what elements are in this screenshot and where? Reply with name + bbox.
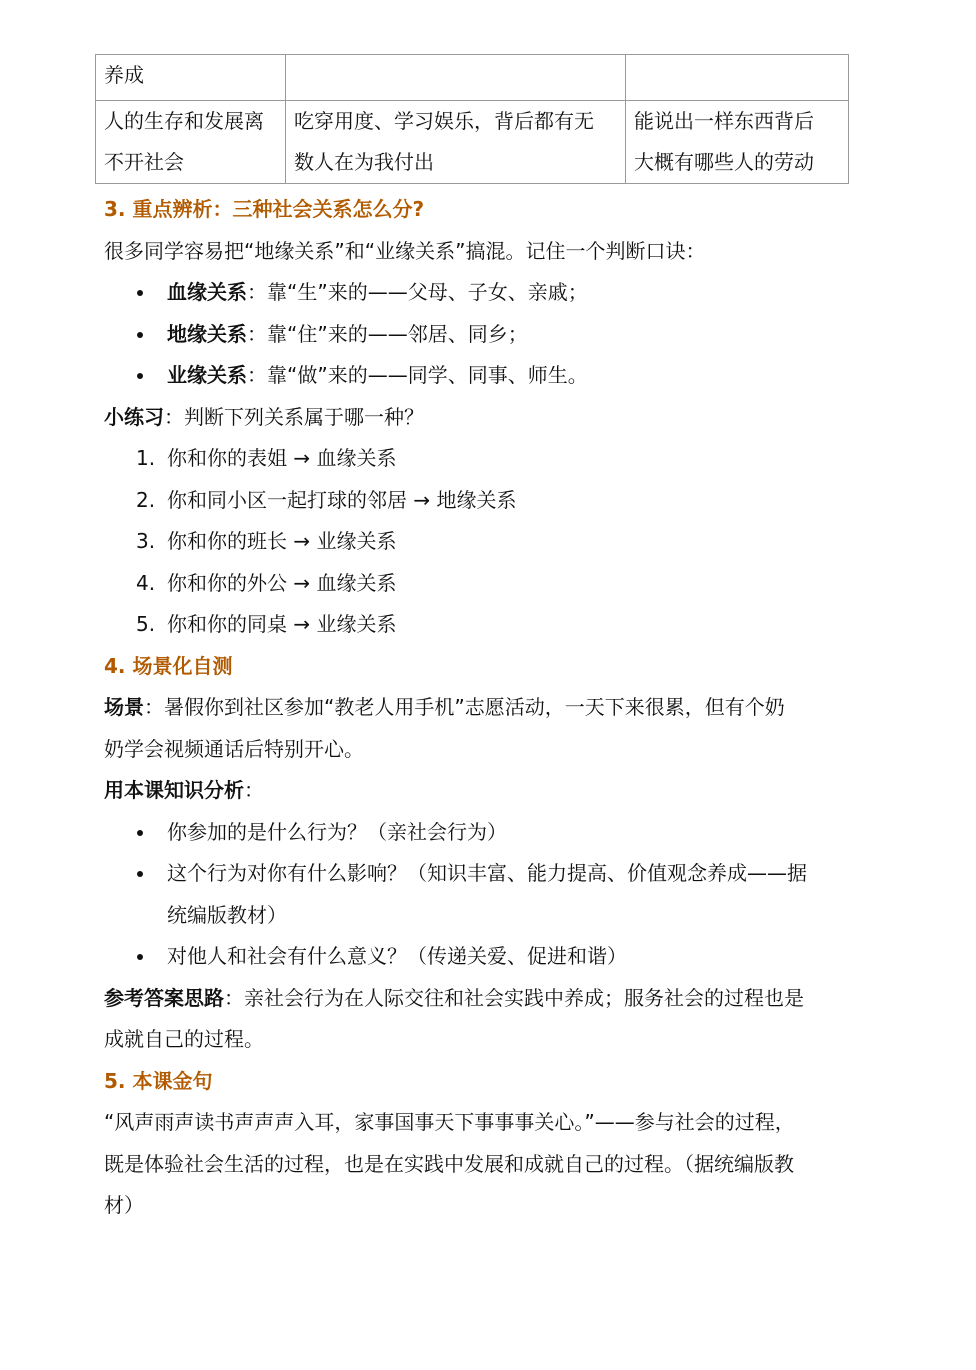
bullet-icon [137, 373, 143, 379]
table-row [96, 55, 849, 101]
item-text: 你和你的班长 → 业缘关系 [167, 529, 397, 553]
answer-text: ：亲社会行为在人际交往和社会实践中养成；服务社会的过程也是 [224, 985, 804, 1010]
table-cell [626, 101, 849, 184]
term: 业缘关系 [167, 363, 247, 387]
list-item [104, 853, 844, 936]
term: 血缘关系 [167, 280, 247, 304]
item-text: 你和同小区一起打球的邻居 → 地缘关系 [167, 487, 517, 512]
bullet-icon [137, 290, 143, 296]
practice-label: 小练习 [104, 404, 164, 429]
item-number: 2. [136, 487, 156, 512]
quote-line: 材） [104, 1193, 144, 1217]
cell-line: 不开社会 [104, 150, 184, 174]
cell-line: 能说出一样东西背后 [634, 109, 814, 133]
section-heading: 4. 场景化自测 [104, 653, 233, 678]
section-heading: 5. 本课金句 [104, 1068, 213, 1093]
table-cell [626, 55, 849, 101]
analysis-label: 用本课知识分析 [104, 778, 244, 802]
bullet-icon [137, 871, 143, 877]
bullet-list [104, 272, 844, 397]
cell-line: 人的生存和发展离 [104, 109, 264, 133]
main-content [104, 189, 844, 1227]
answer-label: 参考答案思路 [104, 985, 224, 1010]
item-text: ：靠“生”来的——父母、子女、亲戚； [247, 280, 588, 304]
list-item [104, 936, 844, 978]
scene-line: 奶学会视频通话后特别开心。 [104, 736, 364, 761]
practice-text: ：判断下列关系属于哪一种？ [164, 404, 424, 429]
answer-line [104, 978, 844, 1020]
paragraph: 很多同学容易把“地缘关系”和“业缘关系”搞混。记住一个判断口诀： [104, 238, 706, 263]
item-number: 4. [136, 570, 156, 595]
table-row [96, 101, 849, 184]
numbered-list [104, 438, 844, 646]
table-cell [96, 101, 286, 184]
list-item [104, 480, 844, 522]
quote-line: “风声雨声读书声声声入耳，家事国事天下事事事关心。”——参与社会的过程， [104, 1110, 795, 1134]
table-cell: 养成 [96, 55, 286, 101]
section-heading: 3. 重点辨析：三种社会关系怎么分? [104, 197, 425, 221]
cell-line: 吃穿用度、学习娱乐，背后都有无 [294, 109, 594, 133]
summary-table [95, 54, 849, 184]
list-item [104, 812, 844, 854]
list-item [104, 438, 844, 480]
list-item [104, 314, 844, 356]
bullet-icon [137, 954, 143, 960]
item-text: 你和你的外公 → 血缘关系 [167, 570, 397, 595]
quote-line: 既是体验社会生活的过程，也是在实践中发展和成就自己的过程。（据统编版教 [104, 1151, 794, 1176]
list-item [104, 272, 844, 314]
bullet-list [104, 812, 844, 978]
bullet-icon [137, 830, 143, 836]
list-item [104, 563, 844, 605]
list-item [104, 604, 844, 646]
item-text: ：靠“住”来的——邻居、同乡； [247, 321, 528, 346]
item-text: 你和你的表姐 → 血缘关系 [167, 446, 397, 470]
item-number: 5. [136, 612, 156, 636]
list-item [104, 521, 844, 563]
cell-line: 数人在为我付出 [294, 150, 434, 174]
scene-label: 场景 [104, 695, 144, 719]
practice-line [104, 397, 844, 439]
table-cell [286, 55, 626, 101]
item-text: 对他人和社会有什么意义？（传递关爱、促进和谐） [167, 944, 627, 968]
bullet-icon [137, 332, 143, 338]
item-text: 你和你的同桌 → 业缘关系 [167, 612, 397, 636]
list-item [104, 355, 844, 397]
analysis-line [104, 770, 844, 812]
item-number: 1. [136, 446, 156, 470]
item-text: ：靠“做”来的——同学、同事、师生。 [247, 363, 588, 387]
term: 地缘关系 [167, 321, 247, 346]
item-text: 统编版教材） [167, 902, 287, 927]
table-cell [286, 101, 626, 184]
item-text: 这个行为对你有什么影响？（知识丰富、能力提高、价值观念养成——据 [167, 861, 807, 885]
answer-line: 成就自己的过程。 [104, 1027, 264, 1051]
item-number: 3. [136, 529, 156, 553]
item-text: 你参加的是什么行为？（亲社会行为） [167, 819, 507, 844]
cell-line: 大概有哪些人的劳动 [634, 150, 814, 174]
scene-text: ：暑假你到社区参加“教老人用手机”志愿活动，一天下来很累，但有个奶 [144, 695, 785, 719]
scene-line [104, 687, 844, 729]
analysis-colon: ： [244, 778, 264, 802]
